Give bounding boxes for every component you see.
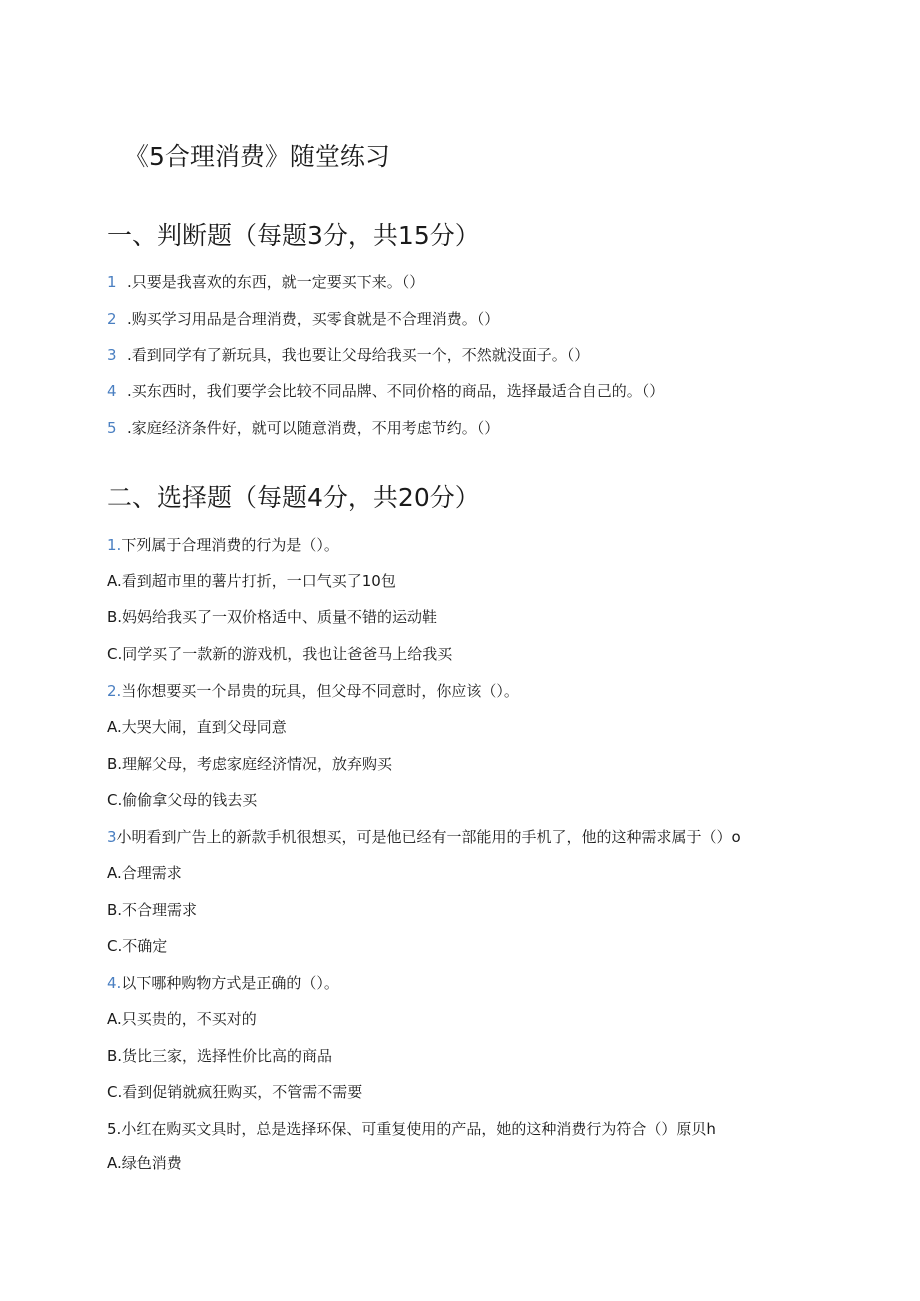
answer-option: C.偷偷拿父母的钱去买: [107, 791, 258, 809]
question-stem: [107, 535, 339, 555]
question-text: 当你想要买一个昂贵的玩具，但父母不同意时，你应该（）。: [121, 682, 519, 700]
true-false-item: [107, 345, 589, 365]
answer-option: B.货比三家，选择性价比高的商品: [107, 1047, 333, 1065]
document-title: 《5合理消费》随堂练习: [124, 142, 390, 171]
item-text: .买东西时，我们要学会比较不同品牌、不同价格的商品，选择最适合自己的。（）: [127, 382, 665, 400]
item-number: 3: [107, 346, 117, 364]
item-number: 5: [107, 419, 117, 437]
answer-option: C.看到促销就疯狂购买，不管需不需要: [107, 1083, 363, 1101]
question-stem: [107, 827, 741, 847]
true-false-item: [107, 272, 424, 292]
question-number: 4.: [107, 974, 122, 992]
question-number: 3: [107, 828, 117, 846]
question-stem: [107, 681, 519, 701]
question-text: 小红在购买文具时，总是选择环保、可重复使用的产品，她的这种消费行为符合（）原贝h: [121, 1120, 716, 1138]
question-text: 下列属于合理消费的行为是（）。: [121, 536, 339, 554]
answer-option: A.大哭大闹，直到父母同意: [107, 718, 287, 736]
item-text: .家庭经济条件好，就可以随意消费，不用考虑节约。（）: [127, 419, 500, 437]
question-stem: [107, 973, 339, 993]
answer-option: C.不确定: [107, 937, 168, 955]
answer-option: A.合理需求: [107, 864, 182, 882]
question-number: 5.: [107, 1120, 122, 1138]
true-false-item: [107, 381, 664, 401]
item-text: .只要是我喜欢的东西，就一定要买下来。（）: [127, 273, 425, 291]
question-text: 小明看到广告上的新款手机很想买，可是他已经有一部能用的手机了，他的这种需求属于（）o: [116, 828, 741, 846]
section-heading-multiple-choice: 二、选择题（每题4分，共20分）: [107, 483, 480, 512]
answer-option: B.理解父母，考虑家庭经济情况，放弃购买: [107, 755, 393, 773]
answer-option: A.绿色消费: [107, 1154, 182, 1172]
answer-option: B.妈妈给我买了一双价格适中、质量不错的运动鞋: [107, 608, 438, 626]
item-number: 1: [107, 273, 117, 291]
question-number: 1.: [107, 536, 122, 554]
answer-option: A.看到超市里的薯片打折，一口气买了10包: [107, 572, 396, 590]
item-number: 4: [107, 382, 117, 400]
question-number: 2.: [107, 682, 122, 700]
section-heading-true-false: 一、判断题（每题3分，共15分）: [107, 221, 480, 250]
answer-option: A.只买贵的，不买对的: [107, 1010, 257, 1028]
true-false-item: [107, 309, 499, 329]
item-number: 2: [107, 310, 117, 328]
answer-option: C.同学买了一款新的游戏机，我也让爸爸马上给我买: [107, 645, 453, 663]
item-text: .看到同学有了新玩具，我也要让父母给我买一个，不然就没面子。（）: [127, 346, 590, 364]
answer-option: B.不合理需求: [107, 901, 198, 919]
question-stem: [107, 1119, 716, 1139]
true-false-item: [107, 418, 499, 438]
item-text: .购买学习用品是合理消费，买零食就是不合理消费。（）: [127, 310, 500, 328]
question-text: 以下哪种购物方式是正确的（）。: [121, 974, 339, 992]
